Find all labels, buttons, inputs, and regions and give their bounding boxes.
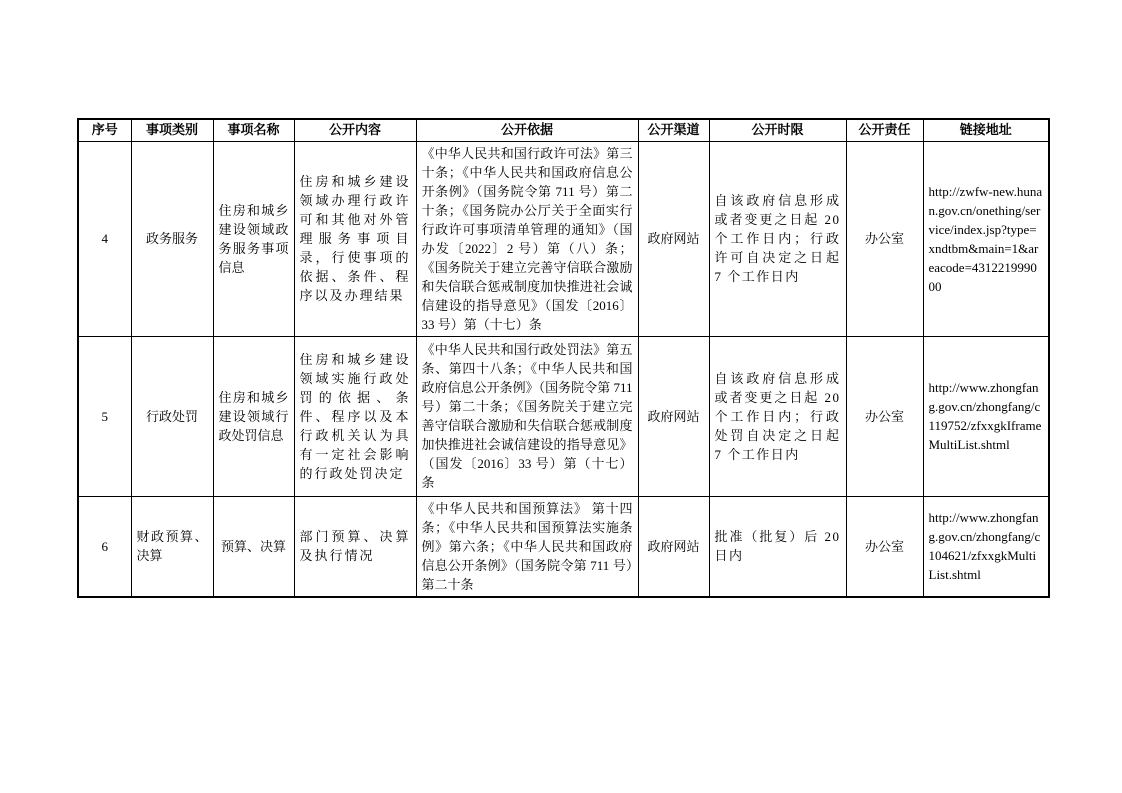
column-header-responsibility: 公开责任 — [846, 119, 923, 141]
table-row — [78, 496, 1049, 597]
column-header-category: 事项类别 — [131, 119, 213, 141]
cell-basis: 《中华人民共和国行政许可法》第三十条；《中华人民共和国政府信息公开条例》（国务院令第 711 号）第二十条；《国务院办公厅关于全面实行行政许可事项清单管理的通知》（国办发〔2022〕2 号）第（八）条；《国务院关于建立完善守信联合激励和失信联合惩戒制度加快推进社会诚信建设的指导意见》（国发〔2016〕33 号）第（十七）条 — [416, 141, 638, 336]
column-header-content: 公开内容 — [294, 119, 416, 141]
column-header-link: 链接地址 — [923, 119, 1049, 141]
cell-basis: 《中华人民共和国预算法》 第十四条；《中华人民共和国预算法实施条例》第六条；《中华人民共和国政府信息公开条例》（国务院令第 711 号）第二十条 — [416, 496, 638, 597]
cell-name: 预算、决算 — [213, 496, 294, 597]
cell-name: 住房和城乡建设领域行政处罚信息 — [213, 336, 294, 496]
cell-time-limit: 批准（批复）后 20 日内 — [709, 496, 846, 597]
cell-seq: 5 — [78, 336, 131, 496]
cell-content: 部门预算、决算及执行情况 — [294, 496, 416, 597]
cell-link: http://zwfw-new.hunan.gov.cn/onething/service/index.jsp?type=xndtbm&main=1&areacode=431221999000 — [923, 141, 1049, 336]
cell-content: 住房和城乡建设领域实施行政处罚的依据、条件、程序以及本行政机关认为具有一定社会影响的行政处罚决定 — [294, 336, 416, 496]
column-header-seq: 序号 — [78, 119, 131, 141]
cell-channel: 政府网站 — [638, 336, 709, 496]
table-row — [78, 141, 1049, 336]
cell-content: 住房和城乡建设领域办理行政许可和其他对外管理服务事项目录，行使事项的依据、条件、程序以及办理结果 — [294, 141, 416, 336]
column-header-time-limit: 公开时限 — [709, 119, 846, 141]
cell-channel: 政府网站 — [638, 141, 709, 336]
column-header-basis: 公开依据 — [416, 119, 638, 141]
cell-basis: 《中华人民共和国行政处罚法》第五条、第四十八条；《中华人民共和国政府信息公开条例》（国务院令第 711 号）第二十条；《国务院关于建立完善守信联合激励和失信联合惩戒制度加快推进社会诚信建设的指导意见》（国发〔2016〕33 号）第（十七）条 — [416, 336, 638, 496]
cell-time-limit: 自该政府信息形成或者变更之日起 20 个工作日内；行政处罚自决定之日起 7 个工作日内 — [709, 336, 846, 496]
cell-responsibility: 办公室 — [846, 141, 923, 336]
disclosure-table — [77, 118, 1050, 598]
table-row — [78, 336, 1049, 496]
cell-seq: 4 — [78, 141, 131, 336]
cell-name: 住房和城乡建设领域政务服务事项信息 — [213, 141, 294, 336]
cell-link: http://www.zhongfang.gov.cn/zhongfang/c104621/zfxxgkMultiList.shtml — [923, 496, 1049, 597]
column-header-channel: 公开渠道 — [638, 119, 709, 141]
cell-responsibility: 办公室 — [846, 496, 923, 597]
cell-channel: 政府网站 — [638, 496, 709, 597]
cell-time-limit: 自该政府信息形成或者变更之日起 20 个工作日内；行政许可自决定之日起 7 个工作日内 — [709, 141, 846, 336]
column-header-name: 事项名称 — [213, 119, 294, 141]
cell-category: 行政处罚 — [131, 336, 213, 496]
cell-responsibility: 办公室 — [846, 336, 923, 496]
cell-seq: 6 — [78, 496, 131, 597]
cell-link: http://www.zhongfang.gov.cn/zhongfang/c119752/zfxxgkIframeMultiList.shtml — [923, 336, 1049, 496]
cell-category: 政务服务 — [131, 141, 213, 336]
header-row — [78, 119, 1049, 141]
cell-category: 财政预算、决算 — [131, 496, 213, 597]
